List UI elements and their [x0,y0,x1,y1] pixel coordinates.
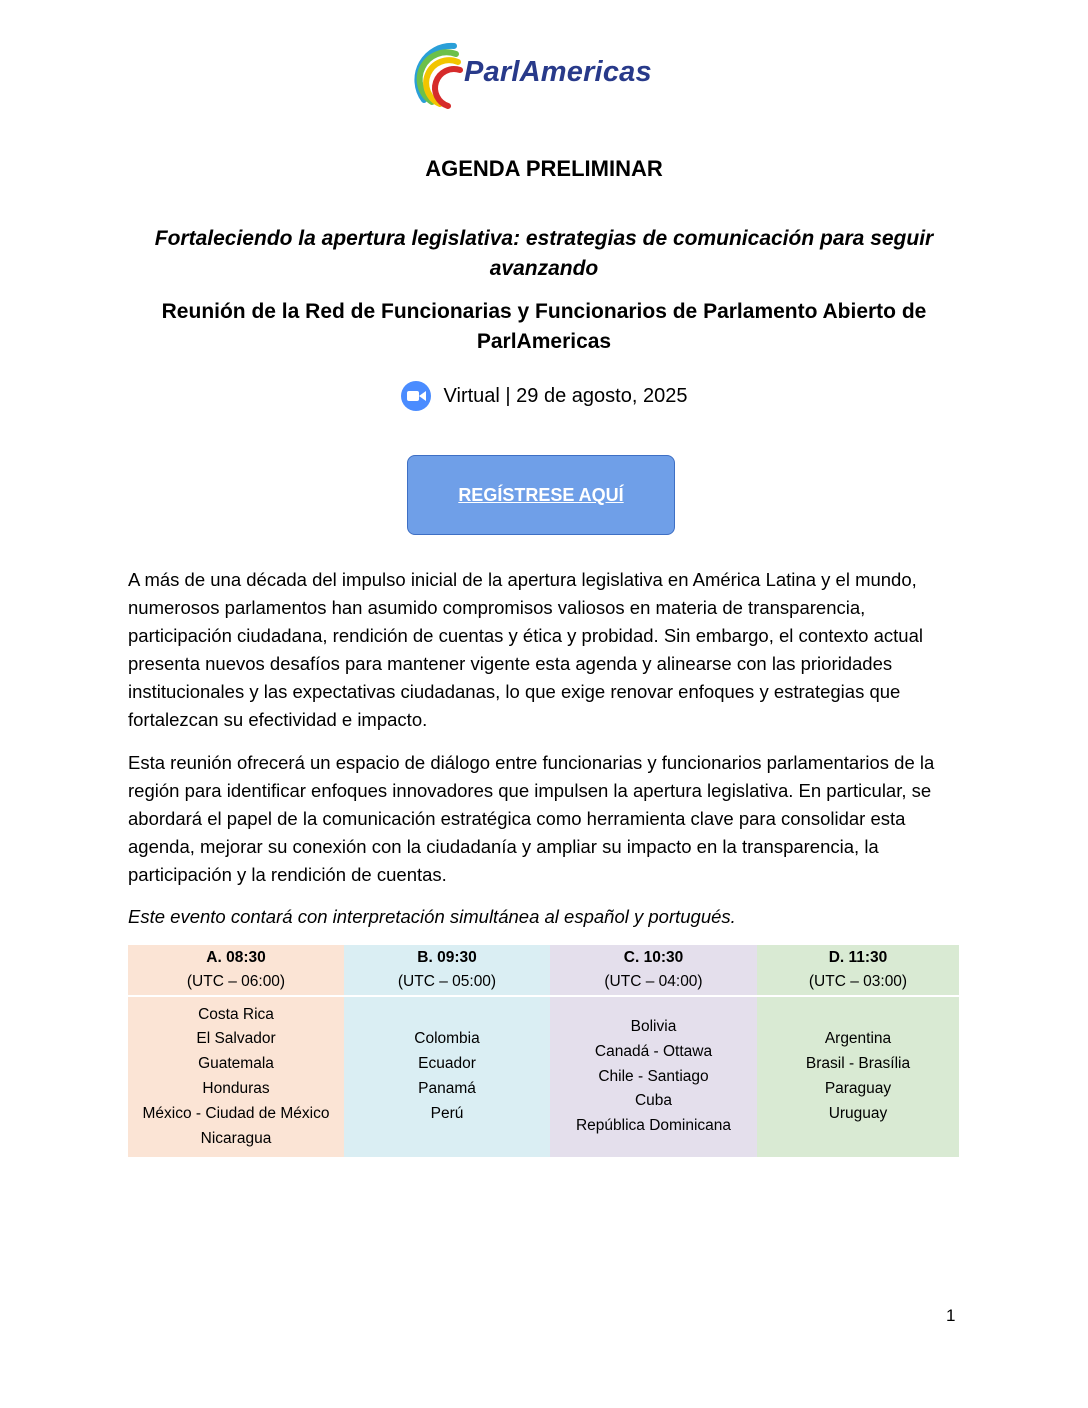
zoom-video-icon [401,381,431,411]
register-link[interactable]: REGÍSTRESE AQUÍ [458,484,624,505]
country-item: Perú [430,1104,464,1122]
country-item: Colombia [414,1030,480,1048]
country-item: Brasil - Brasília [805,1055,911,1073]
country-item: Cuba [634,1092,673,1110]
country-item: Uruguay [828,1104,888,1122]
countries-cell-d [757,996,959,1157]
country-item: El Salvador [196,1030,276,1048]
country-item: Costa Rica [198,1005,274,1023]
countries-cell-c [550,996,757,1157]
event-info [0,381,1088,411]
country-item: Chile - Santiago [598,1067,709,1085]
meeting-title: Reunión de la Red de Funcionarias y Funcionarios de Parlamento Abierto de ParlAmericas [161,300,927,353]
country-item: Bolivia [630,1018,677,1035]
interpretation-note: Este evento contará con interpretación simultánea al español y portugués. [128,906,736,927]
document-title: AGENDA PRELIMINAR [425,156,663,181]
event-title: Fortaleciendo la apertura legislativa: estrategias de comunicación para seguir avanzando [154,227,934,280]
timezone-header-d: D. 11:30 (UTC – 03:00) [757,945,959,996]
timezone-table [128,945,959,1157]
register-button[interactable] [407,455,675,535]
countries-cell-a [128,996,344,1157]
timezone-header-row [128,945,959,996]
country-item: Honduras [202,1080,270,1097]
parlamericas-logo [414,38,676,116]
country-item: Panamá [418,1080,476,1097]
country-item: Nicaragua [200,1129,272,1147]
country-item: República Dominicana [575,1117,732,1135]
page-number: 1 [946,1306,956,1325]
intro-paragraph: A más de una década del impulso inicial de la apertura legislativa en América Latina y el mundo, numerosos parlamentos han asumido compromisos valiosos en materia de transparencia, participación ciudadana, rendición de cuentas y ética y probidad. Sin embargo, el contexto actual presenta nuevos desafíos para mantener vigente esta agenda y alinearse con las prioridades institucionales y las expectativas ciudadanas, lo que exige renovar enfoques y estrategias que fortalezcan su efectividad e impacto. [128,569,923,730]
country-item: Guatemala [198,1055,274,1073]
timezone-header-b: B. 09:30 (UTC – 05:00) [344,945,550,996]
timezone-header-c: C. 10:30 (UTC – 04:00) [550,945,757,996]
countries-row [128,996,959,1157]
countries-cell-b [344,996,550,1157]
country-item: Paraguay [824,1080,892,1097]
purpose-paragraph: Esta reunión ofrecerá un espacio de diálogo entre funcionarias y funcionarios parlamentarios de la región para identificar enfoques innovadores que impulsen la apertura legislativa. En particular, se abordará el papel de la comunicación estratégica como herramienta clave para consolidar esta agenda, mejorar su conexión con la ciudadanía y ampliar su impacto en la transparencia, la participación y la rendición de cuentas. [128,752,935,885]
logo-text: ParlAmericas [464,56,652,88]
country-item: Canadá - Ottawa [594,1042,713,1060]
timezone-header-a: A. 08:30 (UTC – 06:00) [128,945,344,996]
country-item: México - Ciudad de México [142,1104,330,1122]
event-date-text: Virtual | 29 de agosto, 2025 [443,384,688,407]
country-item: Ecuador [418,1055,476,1073]
country-item: Argentina [824,1030,892,1048]
